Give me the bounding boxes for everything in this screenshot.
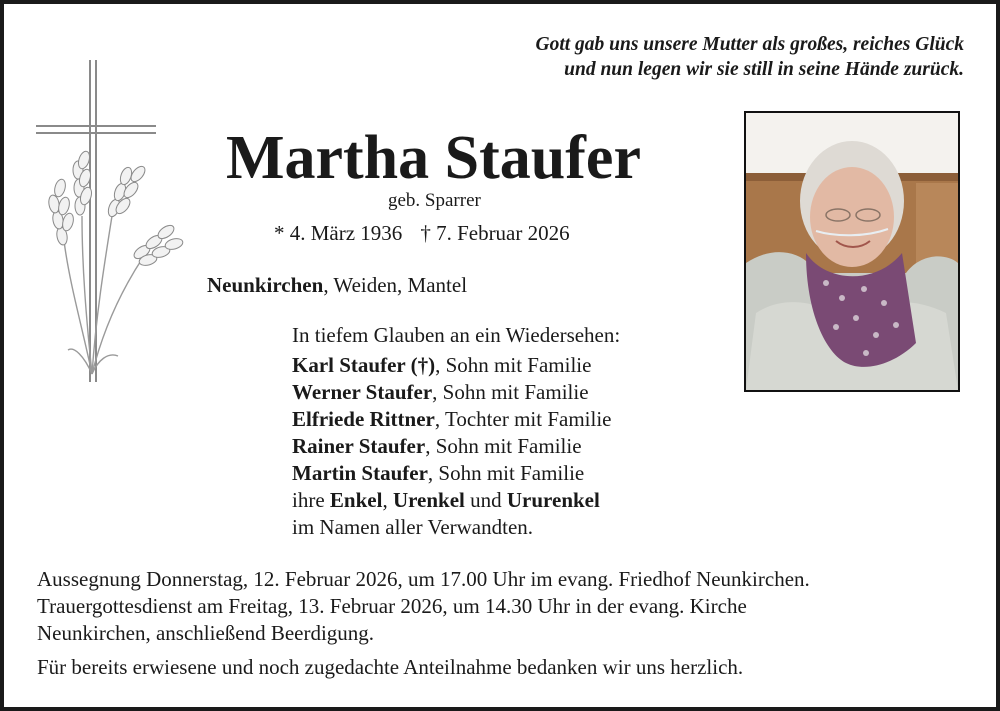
- places-line: [207, 273, 467, 298]
- enkel-label: Enkel: [329, 488, 383, 512]
- motto-line-2: und nun legen wir sie still in seine Hände zurück.: [564, 59, 964, 80]
- mourner-relation: , Sohn mit Familie: [427, 461, 585, 485]
- mourner-relation: , Tochter mit Familie: [434, 407, 612, 431]
- deceased-name: Martha Staufer: [226, 124, 641, 192]
- mourner-row: [292, 406, 620, 433]
- mourner-name: Martin Staufer: [292, 461, 428, 485]
- place-main: Neunkirchen: [207, 273, 324, 297]
- mourner-name: Elfriede Rittner: [292, 407, 435, 431]
- mourner-row: [292, 352, 620, 379]
- service-line-2: Trauergottesdienst am Freitag, 13. Februar 2026, um 14.30 Uhr in der evang. Kirche: [37, 594, 747, 618]
- portrait-photo: [744, 111, 960, 392]
- mourners-closing: im Namen aller Verwandten.: [292, 515, 534, 539]
- service-info: [37, 566, 810, 681]
- mourner-name: Werner Staufer: [292, 380, 433, 404]
- birth-date: * 4. März 1936: [274, 221, 403, 245]
- grandchildren-sep-1: ,: [382, 488, 393, 512]
- service-line-1: Aussegnung Donnerstag, 12. Februar 2026, um 17.00 Uhr im evang. Friedhof Neunkirchen.: [37, 567, 810, 591]
- mourner-relation: , Sohn mit Familie: [425, 434, 582, 458]
- ururenkel-label: Ururenkel: [506, 488, 600, 512]
- death-date: † 7. Februar 2026: [420, 221, 570, 245]
- thanks-line: Für bereits erwiesene und noch zugedachte Anteilnahme bedanken wir uns herzlich.: [37, 655, 744, 679]
- mourner-row: [292, 433, 620, 460]
- urenkel-label: Urenkel: [392, 488, 465, 512]
- motto-verse: [535, 32, 964, 82]
- grandchildren-prefix: ihre: [292, 488, 330, 512]
- service-line-3: Neunkirchen, anschließend Beerdigung.: [37, 621, 375, 645]
- birth-name: geb. Sparrer: [388, 190, 481, 211]
- place-rest: , Weiden, Mantel: [323, 273, 468, 297]
- motto-line-1: Gott gab uns unsere Mutter als großes, reiches Glück: [535, 34, 964, 55]
- cross-with-wheat-icon: [34, 56, 184, 393]
- mourner-name: Karl Staufer (†): [292, 353, 436, 377]
- grandchildren-sep-2: und: [464, 488, 507, 512]
- life-dates: [274, 221, 570, 246]
- mourners-block: [292, 322, 620, 541]
- mourner-name: Rainer Staufer: [292, 434, 426, 458]
- mourner-row: [292, 460, 620, 487]
- grandchildren-row: [292, 487, 620, 514]
- mourner-relation: , Sohn mit Familie: [435, 353, 592, 377]
- mourner-relation: , Sohn mit Familie: [432, 380, 589, 404]
- mourner-row: [292, 379, 620, 406]
- mourners-intro: In tiefem Glauben an ein Wiedersehen:: [292, 323, 621, 347]
